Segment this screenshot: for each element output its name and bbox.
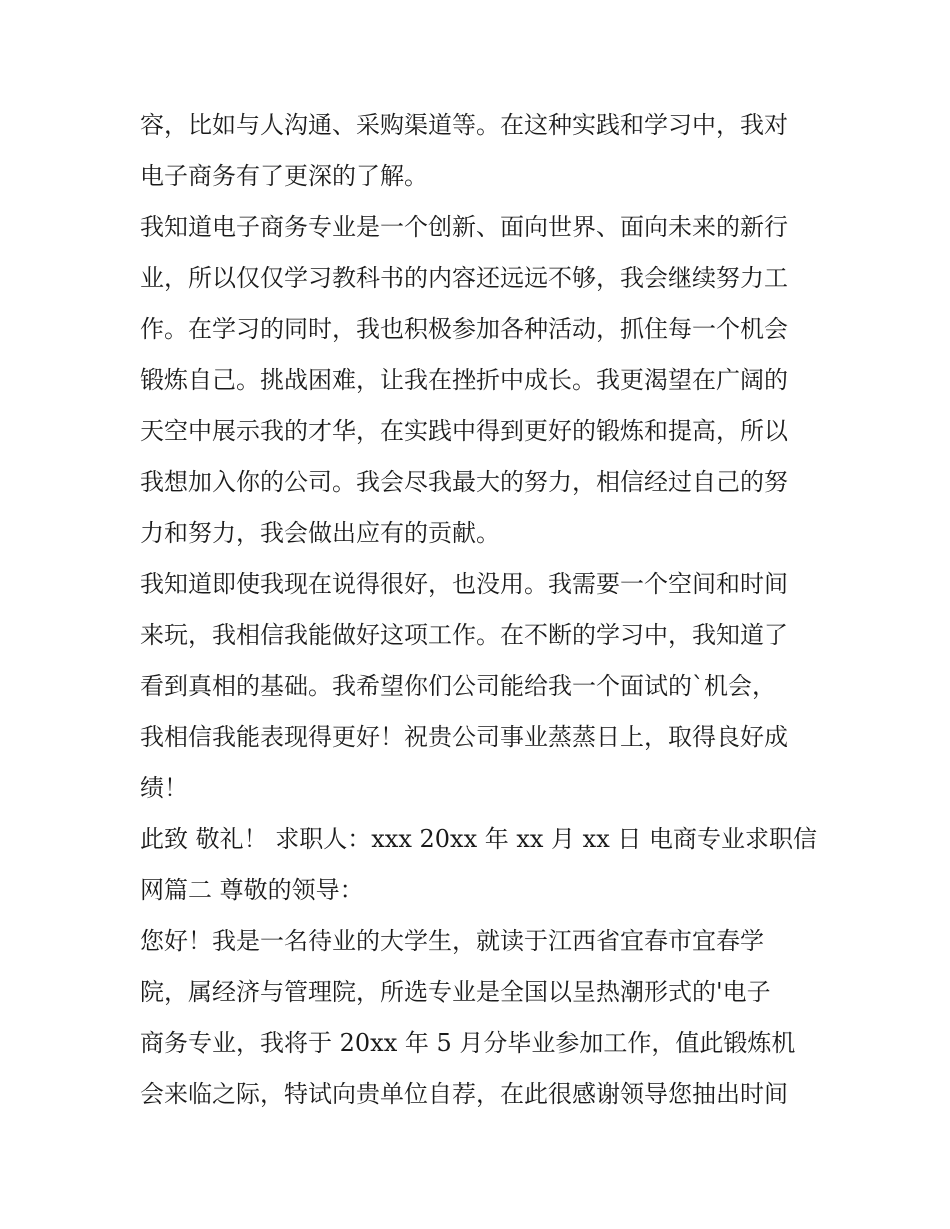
text-line: 会来临之际，特试向贵单位自荐，在此很感谢领导您抽出时间 [140, 1080, 788, 1108]
text-line: 电子商务有了更深的了解。 [140, 162, 428, 190]
text-line: 天空中展示我的才华，在实践中得到更好的锻炼和提高，所以 [140, 417, 788, 445]
text-line: 力和努力，我会做出应有的贡献。 [140, 519, 500, 547]
text-line: 院，属经济与管理院，所选专业是全国以呈热潮形式的'电子 [140, 978, 771, 1006]
text-line: 看到真相的基础。我希望你们公司能给我一个面试的`机会， [140, 672, 776, 700]
text-line: 我知道电子商务专业是一个创新、面向世界、面向未来的新行 [140, 213, 788, 241]
document-body [140, 100, 820, 1120]
text-line: 网篇二 尊敬的领导： [140, 876, 364, 904]
text-line: 我知道即使我现在说得很好，也没用。我需要一个空间和时间 [140, 570, 788, 598]
text-line: 我相信我能表现得更好！祝贵公司事业蒸蒸日上，取得良好成 [140, 723, 788, 751]
text-line: 来玩，我相信我能做好这项工作。在不断的学习中，我知道了 [140, 621, 788, 649]
text-line: 作。在学习的同时，我也积极参加各种活动，抓住每一个机会 [140, 315, 788, 343]
text-line: 业，所以仅仅学习教科书的内容还远远不够，我会继续努力工 [140, 264, 788, 292]
text-line: 您好！我是一名待业的大学生，就读于江西省宜春市宜春学 [140, 927, 764, 955]
text-line: 绩！ [140, 774, 188, 802]
text-line: 我想加入你的公司。我会尽我最大的努力，相信经过自己的努 [140, 468, 788, 496]
text-line: 容，比如与人沟通、采购渠道等。在这种实践和学习中，我对 [140, 111, 788, 139]
text-line: 此致 敬礼！ 求职人：xxx 20xx 年 xx 月 xx 日 电商专业求职信 [140, 825, 818, 853]
text-line: 商务专业，我将于 20xx 年 5 月分毕业参加工作，值此锻炼机 [140, 1029, 796, 1057]
text-line: 锻炼自己。挑战困难，让我在挫折中成长。我更渴望在广阔的 [140, 366, 788, 394]
